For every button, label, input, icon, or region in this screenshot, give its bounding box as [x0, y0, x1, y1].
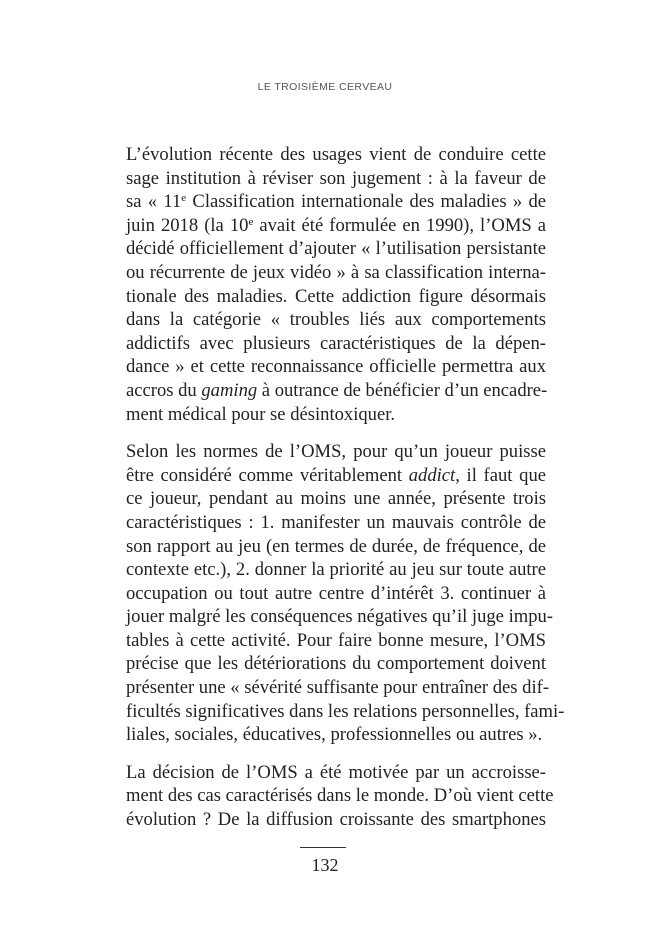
text-line: évolution ? De la diffusion croissante des smartphones: [126, 809, 546, 831]
text-line: ou récurrente de jeux vidéo » à sa classification interna-: [126, 261, 546, 283]
text-line: tionale des maladies. Cette addiction figure désormais: [126, 285, 546, 307]
text-line: accros du gaming à outrance de bénéficier d’un encadre-: [126, 379, 548, 401]
text-line: ment des cas caractérisés dans le monde. D’où vient cette: [126, 785, 554, 807]
superscript: e: [181, 192, 187, 205]
text-line: son rapport au jeu (en termes de durée, de fréquence, de: [126, 535, 546, 557]
text-line: précise que les détériorations du comportement doivent: [126, 653, 546, 675]
body-text: [105, 143, 565, 846]
italic-term: gaming: [201, 379, 258, 401]
text-line: addictifs avec plusieurs caractéristiques de la dépen-: [126, 332, 546, 354]
paragraph-2: [105, 440, 565, 747]
text-line: La décision de l’OMS a été motivée par un accroisse-: [126, 761, 546, 783]
text-line: être considéré comme véritablement addict, il faut que: [126, 464, 546, 486]
text-line: ficultés significatives dans les relations personnelles, fami-: [126, 700, 565, 722]
running-head: LE TROISIÈME CERVEAU: [257, 81, 393, 93]
folio-divider: [300, 847, 346, 848]
text-line: présenter une « sévérité suffisante pour entraîner des dif-: [126, 677, 550, 699]
text-line: jouer malgré les conséquences négatives qu’il juge impu-: [126, 606, 554, 628]
paragraph-1: [105, 143, 546, 426]
text-line: liales, sociales, éducatives, professionnelles ou autres ».: [126, 724, 543, 746]
text-line: caractéristiques : 1. manifester un mauvais contrôle de: [126, 511, 546, 533]
text-line: ment médical pour se désintoxiquer.: [126, 403, 396, 425]
text-line: sage institution à réviser son jugement : à la faveur de: [126, 167, 546, 189]
page-number: 132: [311, 855, 339, 875]
text-line: ce joueur, pendant au moins une année, présente trois: [126, 488, 546, 510]
paragraph-3: [105, 761, 554, 832]
text-line: L’évolution récente des usages vient de conduire cette: [126, 144, 546, 165]
text-line: sa « 11e Classification internationale des maladies » de: [126, 191, 546, 213]
text-line: contexte etc.), 2. donner la priorité au jeu sur toute autre: [126, 559, 546, 581]
text-line: occupation ou tout autre centre d’intérêt 3. continuer à: [126, 582, 546, 604]
text-line: décidé officiellement d’ajouter « l’utilisation persistante: [126, 238, 546, 260]
italic-term: addict: [408, 464, 456, 486]
text-line: dans la catégorie « troubles liés aux comportements: [126, 309, 546, 331]
text-line: dance » et cette reconnaissance officielle permettra aux: [126, 356, 546, 378]
text-line: juin 2018 (la 10e avait été formulée en 1990), l’OMS a: [126, 214, 546, 236]
text-line: Selon les normes de l’OMS, pour qu’un joueur puisse: [126, 441, 546, 463]
text-line: tables à cette activité. Pour faire bonne mesure, l’OMS: [126, 629, 546, 651]
superscript: e: [248, 215, 254, 228]
